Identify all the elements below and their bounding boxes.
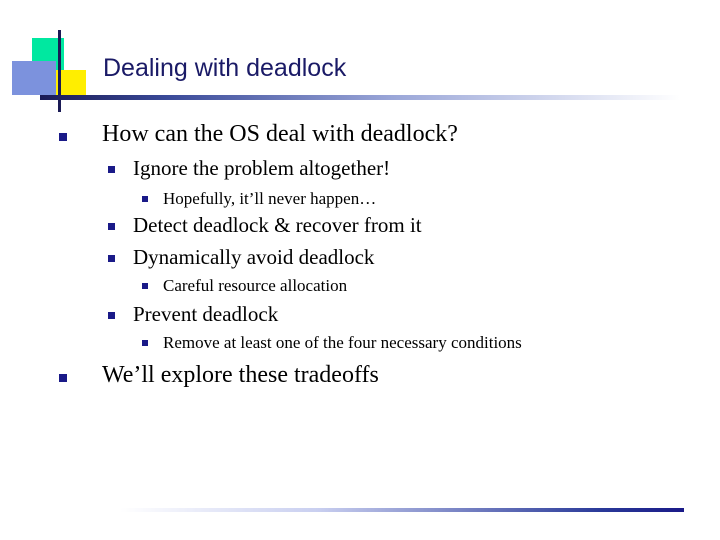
bullet-level2: Prevent deadlock: [133, 302, 279, 326]
bullet-marker: [142, 340, 148, 346]
footer-line: [120, 508, 684, 512]
bullet-level3: Careful resource allocation: [163, 276, 348, 295]
bullet-marker: [142, 196, 148, 202]
bullet-level3: Hopefully, it’ll never happen…: [163, 189, 377, 208]
title-underline: [40, 95, 680, 100]
bullet-level2: Ignore the problem altogether!: [133, 156, 391, 180]
bullet-marker: [108, 255, 115, 262]
bullet-marker: [108, 223, 115, 230]
bullet-marker: [59, 133, 67, 141]
bullet-marker: [108, 166, 115, 173]
bullet-marker: [59, 374, 67, 382]
bullet-level2: Detect deadlock & recover from it: [133, 213, 422, 237]
decorative-blue-square: [12, 61, 56, 95]
bullet-level1: We’ll explore these tradeoffs: [102, 362, 379, 388]
bullet-level2: Dynamically avoid deadlock: [133, 245, 375, 269]
slide-title: Dealing with deadlock: [103, 54, 347, 82]
bullet-level3: Remove at least one of the four necessary conditions: [163, 333, 522, 352]
bullet-marker: [142, 283, 148, 289]
bullet-marker: [108, 312, 115, 319]
bullet-level1: How can the OS deal with deadlock?: [102, 121, 458, 147]
